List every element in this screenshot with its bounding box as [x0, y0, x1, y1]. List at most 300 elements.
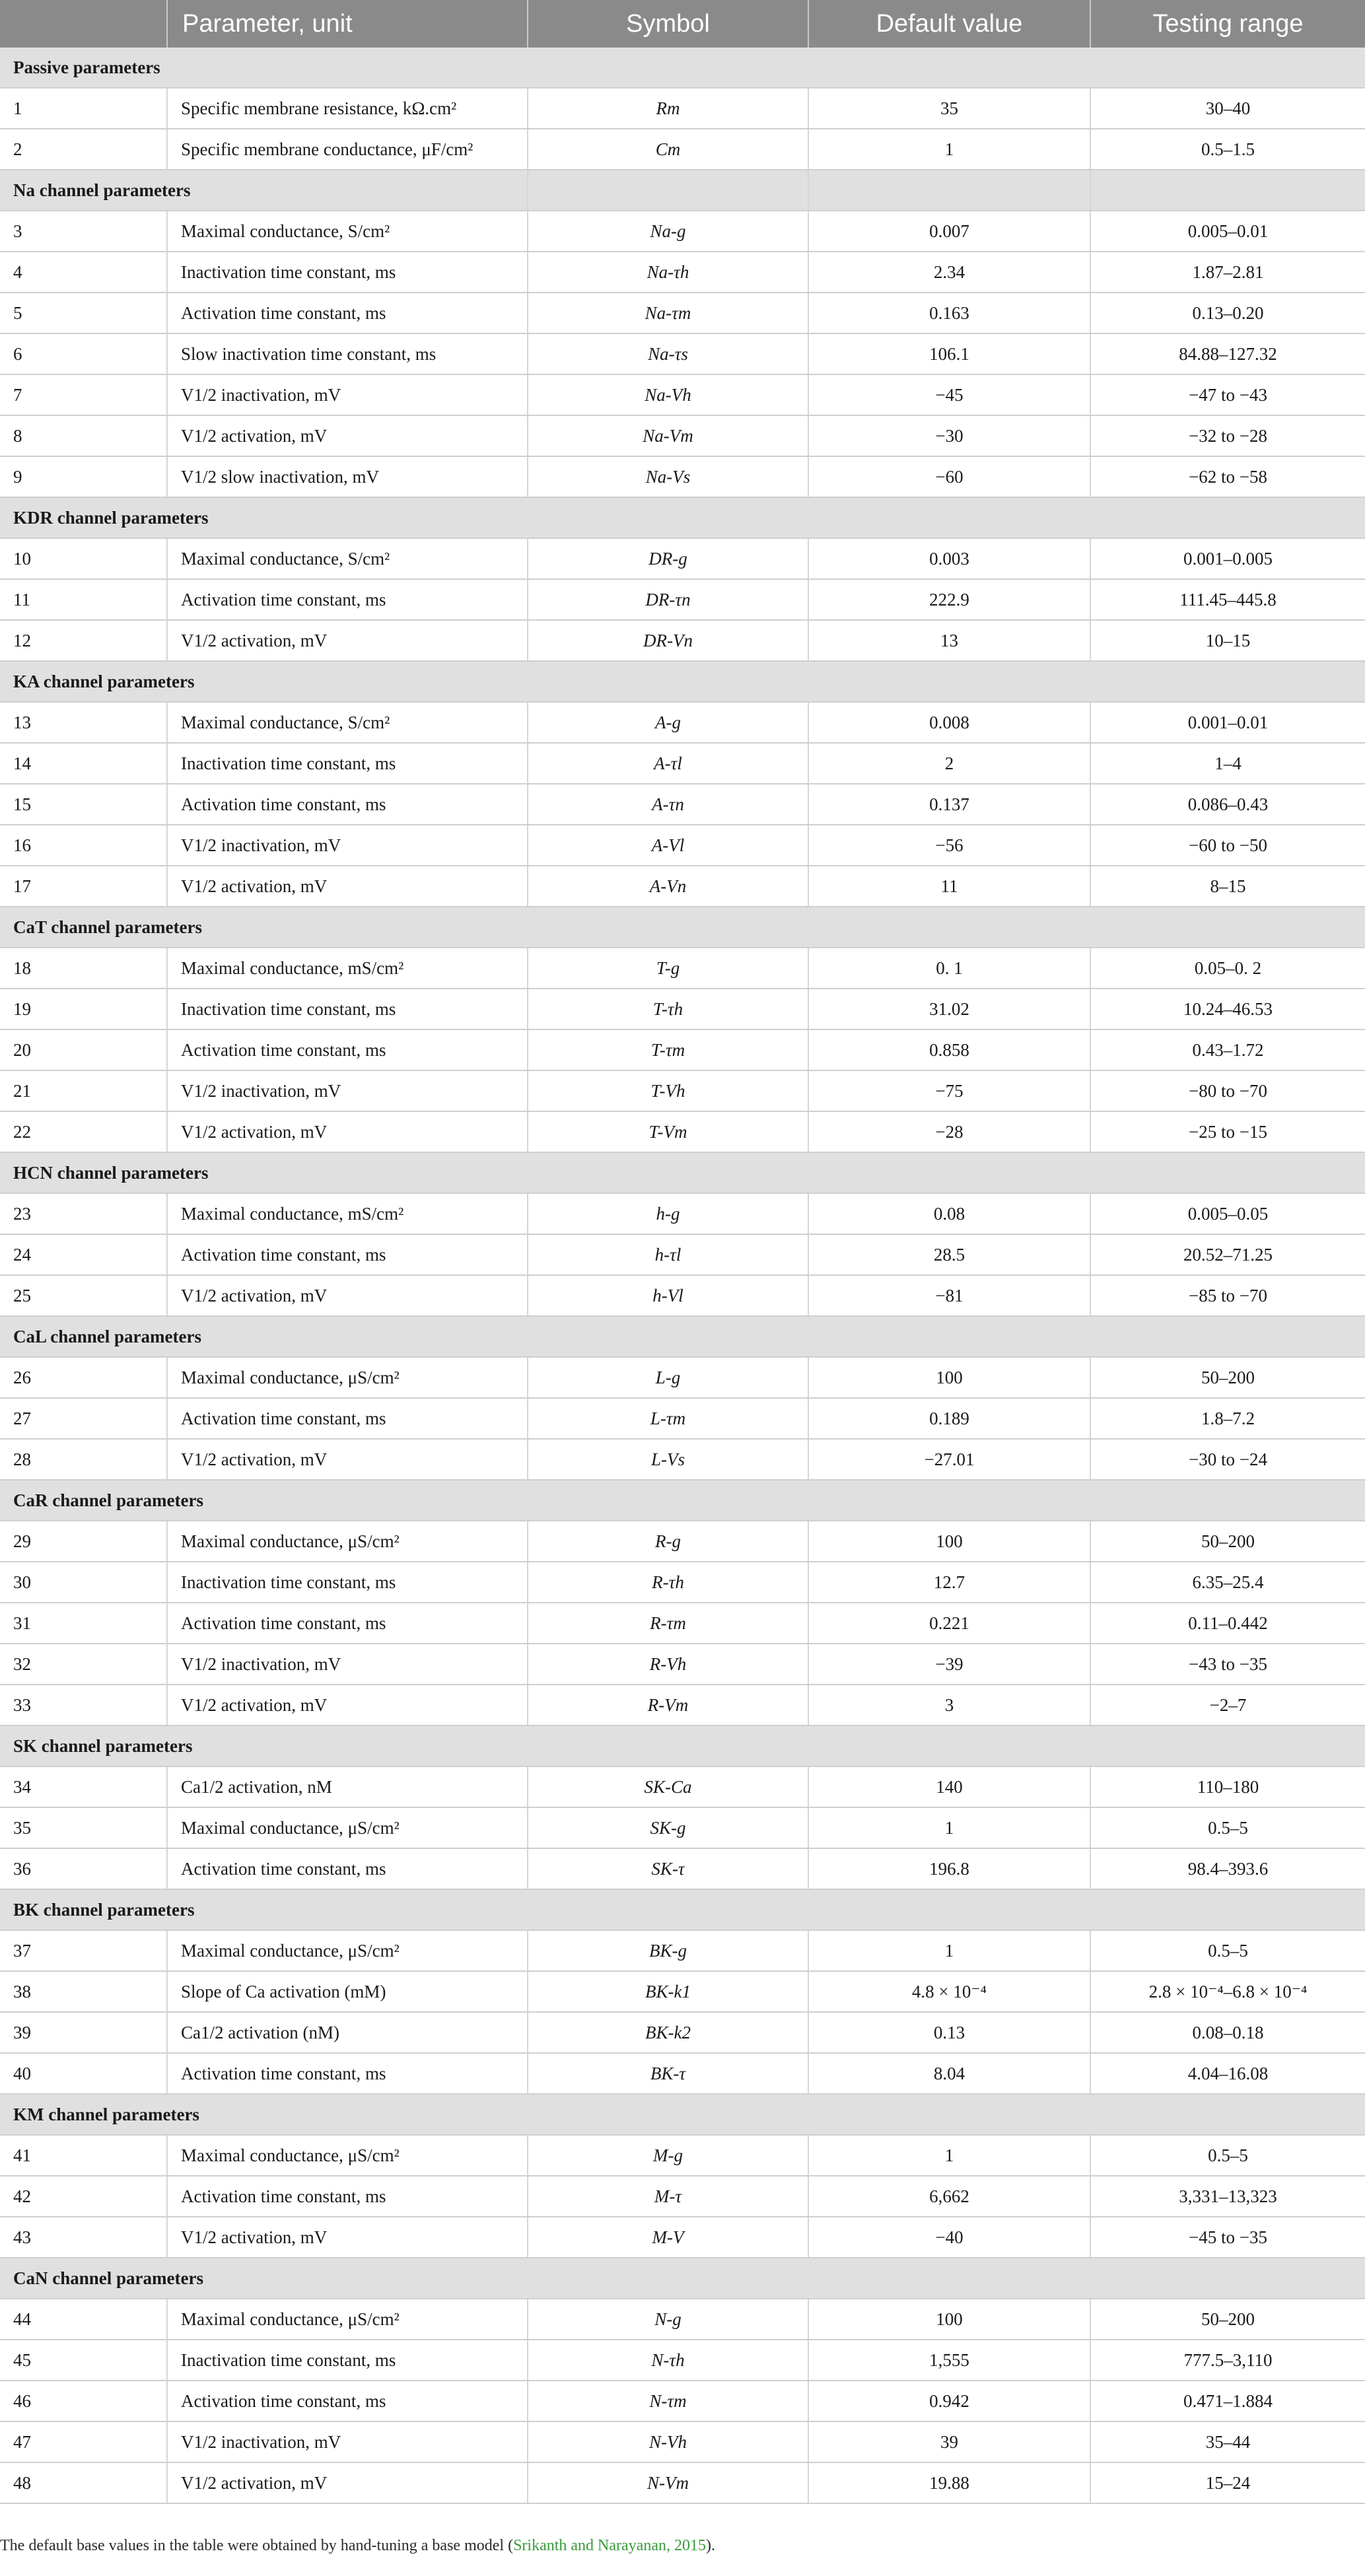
row-testing-range: 111.45–445.8 — [1090, 579, 1365, 620]
table-row — [0, 129, 1365, 170]
row-symbol: R-Vm — [528, 1685, 808, 1725]
table-row — [0, 88, 1365, 129]
table-row — [0, 1644, 1365, 1685]
section-title: KA channel parameters — [0, 661, 1365, 702]
row-default-value: −81 — [808, 1275, 1090, 1316]
row-symbol: DR-g — [528, 538, 808, 579]
row-parameter: Maximal conductance, μS/cm² — [167, 2135, 528, 2176]
table-row — [0, 2217, 1365, 2258]
section-blank-cell — [808, 170, 1090, 211]
row-parameter: V1/2 activation, mV — [167, 620, 528, 661]
row-parameter: Activation time constant, ms — [167, 1848, 528, 1889]
table-row — [0, 1848, 1365, 1889]
row-parameter: Maximal conductance, μS/cm² — [167, 1807, 528, 1848]
row-index: 36 — [0, 1848, 167, 1889]
row-parameter: Maximal conductance, μS/cm² — [167, 2299, 528, 2340]
section-header-row — [0, 1480, 1365, 1521]
row-parameter: Specific membrane conductance, μF/cm² — [167, 129, 528, 170]
row-index: 4 — [0, 252, 167, 293]
row-index: 11 — [0, 579, 167, 620]
row-index: 44 — [0, 2299, 167, 2340]
row-index: 7 — [0, 374, 167, 415]
row-testing-range: 0.471–1.884 — [1090, 2381, 1365, 2421]
table-row — [0, 1603, 1365, 1644]
row-parameter: V1/2 activation, mV — [167, 1111, 528, 1152]
row-symbol: L-Vs — [528, 1439, 808, 1480]
section-header-row — [0, 48, 1365, 88]
row-testing-range: 3,331–13,323 — [1090, 2176, 1365, 2217]
row-symbol: A-g — [528, 702, 808, 743]
row-testing-range: 4.04–16.08 — [1090, 2053, 1365, 2094]
row-index: 20 — [0, 1029, 167, 1070]
table-row — [0, 2421, 1365, 2462]
section-title: HCN channel parameters — [0, 1152, 1365, 1193]
row-symbol: SK-τ — [528, 1848, 808, 1889]
row-index: 2 — [0, 129, 167, 170]
table-row — [0, 1111, 1365, 1152]
row-default-value: 0.13 — [808, 2012, 1090, 2053]
row-default-value: 1 — [808, 1930, 1090, 1971]
row-index: 40 — [0, 2053, 167, 2094]
row-testing-range: 20.52–71.25 — [1090, 1234, 1365, 1275]
row-default-value: 1 — [808, 1807, 1090, 1848]
table-row — [0, 1275, 1365, 1316]
table-row — [0, 415, 1365, 456]
row-index: 30 — [0, 1562, 167, 1603]
table-row — [0, 1521, 1365, 1562]
row-parameter: Maximal conductance, mS/cm² — [167, 948, 528, 989]
row-index: 14 — [0, 743, 167, 784]
row-testing-range: 0.11–0.442 — [1090, 1603, 1365, 1644]
row-default-value: −30 — [808, 415, 1090, 456]
row-testing-range: 2.8 × 10⁻⁴–6.8 × 10⁻⁴ — [1090, 1971, 1365, 2012]
table-body — [0, 48, 1365, 2503]
section-header-row — [0, 497, 1365, 538]
row-testing-range: 0.001–0.005 — [1090, 538, 1365, 579]
table-footnote — [0, 2537, 715, 2555]
row-symbol: M-τ — [528, 2176, 808, 2217]
row-symbol: Na-Vm — [528, 415, 808, 456]
row-index: 26 — [0, 1357, 167, 1398]
row-testing-range: 1–4 — [1090, 743, 1365, 784]
table-row — [0, 1766, 1365, 1807]
row-parameter: V1/2 activation, mV — [167, 1275, 528, 1316]
row-index: 37 — [0, 1930, 167, 1971]
table-row — [0, 1685, 1365, 1725]
section-header-row — [0, 1725, 1365, 1766]
row-symbol: L-g — [528, 1357, 808, 1398]
row-symbol: Na-τm — [528, 293, 808, 333]
footnote-text: The default base values in the table were obtained by hand-tuning a base model ( — [0, 2537, 514, 2554]
table-row — [0, 2381, 1365, 2421]
row-index: 43 — [0, 2217, 167, 2258]
row-symbol: BK-g — [528, 1930, 808, 1971]
row-index: 41 — [0, 2135, 167, 2176]
row-symbol: T-g — [528, 948, 808, 989]
row-symbol: A-τl — [528, 743, 808, 784]
row-symbol: DR-τn — [528, 579, 808, 620]
row-default-value: 35 — [808, 88, 1090, 129]
row-symbol: M-V — [528, 2217, 808, 2258]
row-parameter: V1/2 inactivation, mV — [167, 825, 528, 866]
row-testing-range: −85 to −70 — [1090, 1275, 1365, 1316]
table-row — [0, 1029, 1365, 1070]
table-row — [0, 579, 1365, 620]
row-parameter: Activation time constant, ms — [167, 2381, 528, 2421]
row-testing-range: 0.5–5 — [1090, 1807, 1365, 1848]
row-testing-range: 0.5–5 — [1090, 1930, 1365, 1971]
row-symbol: R-Vh — [528, 1644, 808, 1685]
row-default-value: 100 — [808, 1521, 1090, 1562]
row-index: 12 — [0, 620, 167, 661]
header-testing-range: Testing range — [1090, 0, 1365, 48]
row-testing-range: 8–15 — [1090, 866, 1365, 907]
table-row — [0, 1398, 1365, 1439]
section-title: CaR channel parameters — [0, 1480, 1365, 1521]
section-title: BK channel parameters — [0, 1889, 1365, 1930]
row-testing-range: 15–24 — [1090, 2462, 1365, 2503]
row-index: 24 — [0, 1234, 167, 1275]
row-default-value: 19.88 — [808, 2462, 1090, 2503]
section-header-row — [0, 661, 1365, 702]
row-index: 18 — [0, 948, 167, 989]
row-parameter: Maximal conductance, μS/cm² — [167, 1357, 528, 1398]
row-testing-range: −80 to −70 — [1090, 1070, 1365, 1111]
row-default-value: 0. 1 — [808, 948, 1090, 989]
row-index: 38 — [0, 1971, 167, 2012]
table-row — [0, 620, 1365, 661]
row-parameter: Slope of Ca activation (mM) — [167, 1971, 528, 2012]
row-parameter: Maximal conductance, S/cm² — [167, 211, 528, 252]
table-row — [0, 211, 1365, 252]
row-testing-range: 0.43–1.72 — [1090, 1029, 1365, 1070]
row-testing-range: 1.87–2.81 — [1090, 252, 1365, 293]
row-symbol: T-τh — [528, 989, 808, 1029]
row-symbol: M-g — [528, 2135, 808, 2176]
row-default-value: 12.7 — [808, 1562, 1090, 1603]
row-testing-range: 0.5–1.5 — [1090, 129, 1365, 170]
row-index: 29 — [0, 1521, 167, 1562]
row-testing-range: 0.086–0.43 — [1090, 784, 1365, 825]
row-parameter: V1/2 activation, mV — [167, 1439, 528, 1480]
row-testing-range: −60 to −50 — [1090, 825, 1365, 866]
row-parameter: Maximal conductance, μS/cm² — [167, 1930, 528, 1971]
table-row — [0, 948, 1365, 989]
row-default-value: 0.003 — [808, 538, 1090, 579]
section-header-row — [0, 2258, 1365, 2299]
row-default-value: 0.163 — [808, 293, 1090, 333]
row-default-value: 140 — [808, 1766, 1090, 1807]
section-blank-cell — [1090, 170, 1365, 211]
section-header-row — [0, 1889, 1365, 1930]
row-index: 22 — [0, 1111, 167, 1152]
footnote-citation-link[interactable]: Srikanth and Narayanan, 2015 — [513, 2537, 706, 2554]
table-row — [0, 1357, 1365, 1398]
row-default-value: 4.8 × 10⁻⁴ — [808, 1971, 1090, 2012]
row-symbol: Cm — [528, 129, 808, 170]
row-default-value: 13 — [808, 620, 1090, 661]
row-default-value: 3 — [808, 1685, 1090, 1725]
row-index: 45 — [0, 2340, 167, 2381]
section-title: CaL channel parameters — [0, 1316, 1365, 1357]
row-testing-range: 0.08–0.18 — [1090, 2012, 1365, 2053]
row-parameter: Activation time constant, ms — [167, 1234, 528, 1275]
row-default-value: 0.007 — [808, 211, 1090, 252]
row-symbol: R-τm — [528, 1603, 808, 1644]
row-index: 1 — [0, 88, 167, 129]
section-title: CaT channel parameters — [0, 907, 1365, 948]
row-testing-range: 777.5–3,110 — [1090, 2340, 1365, 2381]
row-testing-range: 35–44 — [1090, 2421, 1365, 2462]
table-row — [0, 2012, 1365, 2053]
row-index: 33 — [0, 1685, 167, 1725]
table-row — [0, 2299, 1365, 2340]
header-parameter: Parameter, unit — [167, 0, 528, 48]
table-row — [0, 293, 1365, 333]
row-symbol: L-τm — [528, 1398, 808, 1439]
row-symbol: h-g — [528, 1193, 808, 1234]
header-default-value: Default value — [808, 0, 1090, 48]
table-row — [0, 1971, 1365, 2012]
table-row — [0, 374, 1365, 415]
row-index: 21 — [0, 1070, 167, 1111]
row-testing-range: −62 to −58 — [1090, 456, 1365, 497]
table-row — [0, 1807, 1365, 1848]
row-symbol: Na-τs — [528, 333, 808, 374]
section-title: Na channel parameters — [0, 170, 528, 211]
row-parameter: Activation time constant, ms — [167, 1398, 528, 1439]
row-index: 47 — [0, 2421, 167, 2462]
row-symbol: BK-k2 — [528, 2012, 808, 2053]
row-testing-range: 0.005–0.05 — [1090, 1193, 1365, 1234]
section-title: KM channel parameters — [0, 2094, 1365, 2135]
row-symbol: h-Vl — [528, 1275, 808, 1316]
row-parameter: V1/2 activation, mV — [167, 1685, 528, 1725]
row-parameter: Slow inactivation time constant, ms — [167, 333, 528, 374]
row-parameter: Inactivation time constant, ms — [167, 1562, 528, 1603]
row-default-value: 39 — [808, 2421, 1090, 2462]
row-default-value: 100 — [808, 1357, 1090, 1398]
row-default-value: 6,662 — [808, 2176, 1090, 2217]
row-default-value: 28.5 — [808, 1234, 1090, 1275]
row-parameter: Activation time constant, ms — [167, 2176, 528, 2217]
row-testing-range: 0.001–0.01 — [1090, 702, 1365, 743]
table-header-row — [0, 0, 1365, 48]
row-parameter: V1/2 slow inactivation, mV — [167, 456, 528, 497]
row-default-value: 0.942 — [808, 2381, 1090, 2421]
row-parameter: V1/2 inactivation, mV — [167, 1070, 528, 1111]
table-row — [0, 743, 1365, 784]
section-title: SK channel parameters — [0, 1725, 1365, 1766]
row-default-value: 100 — [808, 2299, 1090, 2340]
row-symbol: T-τm — [528, 1029, 808, 1070]
row-default-value: −39 — [808, 1644, 1090, 1685]
table-row — [0, 456, 1365, 497]
row-symbol: DR-Vn — [528, 620, 808, 661]
row-default-value: −56 — [808, 825, 1090, 866]
row-symbol: T-Vm — [528, 1111, 808, 1152]
row-index: 46 — [0, 2381, 167, 2421]
row-symbol: N-Vh — [528, 2421, 808, 2462]
row-symbol: Na-Vs — [528, 456, 808, 497]
table-row — [0, 1562, 1365, 1603]
row-default-value: −75 — [808, 1070, 1090, 1111]
table-row — [0, 333, 1365, 374]
row-default-value: 11 — [808, 866, 1090, 907]
table-row — [0, 2176, 1365, 2217]
table-row — [0, 989, 1365, 1029]
row-parameter: Activation time constant, ms — [167, 2053, 528, 2094]
row-parameter: V1/2 activation, mV — [167, 2462, 528, 2503]
row-index: 35 — [0, 1807, 167, 1848]
row-testing-range: 1.8–7.2 — [1090, 1398, 1365, 1439]
row-index: 15 — [0, 784, 167, 825]
row-testing-range: 84.88–127.32 — [1090, 333, 1365, 374]
section-title: Passive parameters — [0, 48, 1365, 88]
row-testing-range: 10–15 — [1090, 620, 1365, 661]
row-parameter: Activation time constant, ms — [167, 784, 528, 825]
row-symbol: A-τn — [528, 784, 808, 825]
row-parameter: Activation time constant, ms — [167, 579, 528, 620]
table-row — [0, 2462, 1365, 2503]
row-testing-range: 30–40 — [1090, 88, 1365, 129]
row-index: 6 — [0, 333, 167, 374]
row-symbol: Na-τh — [528, 252, 808, 293]
row-symbol: N-τh — [528, 2340, 808, 2381]
row-index: 8 — [0, 415, 167, 456]
row-parameter: V1/2 inactivation, mV — [167, 374, 528, 415]
table-row — [0, 1193, 1365, 1234]
row-index: 23 — [0, 1193, 167, 1234]
row-symbol: SK-g — [528, 1807, 808, 1848]
section-title: CaN channel parameters — [0, 2258, 1365, 2299]
table-row — [0, 1070, 1365, 1111]
row-testing-range: 10.24–46.53 — [1090, 989, 1365, 1029]
header-index — [0, 0, 167, 48]
row-index: 13 — [0, 702, 167, 743]
header-symbol: Symbol — [528, 0, 808, 48]
row-index: 48 — [0, 2462, 167, 2503]
row-testing-range: −45 to −35 — [1090, 2217, 1365, 2258]
row-parameter: Activation time constant, ms — [167, 1029, 528, 1070]
row-testing-range: 0.13–0.20 — [1090, 293, 1365, 333]
row-parameter: V1/2 activation, mV — [167, 415, 528, 456]
row-index: 3 — [0, 211, 167, 252]
row-default-value: 106.1 — [808, 333, 1090, 374]
row-index: 16 — [0, 825, 167, 866]
table-row — [0, 784, 1365, 825]
table-row — [0, 702, 1365, 743]
row-default-value: 1 — [808, 129, 1090, 170]
row-index: 19 — [0, 989, 167, 1029]
row-parameter: Specific membrane resistance, kΩ.cm² — [167, 88, 528, 129]
row-parameter: Maximal conductance, mS/cm² — [167, 1193, 528, 1234]
row-index: 25 — [0, 1275, 167, 1316]
row-default-value: −28 — [808, 1111, 1090, 1152]
row-index: 5 — [0, 293, 167, 333]
row-parameter: Inactivation time constant, ms — [167, 989, 528, 1029]
row-symbol: BK-k1 — [528, 1971, 808, 2012]
row-symbol: BK-τ — [528, 2053, 808, 2094]
table-row — [0, 2135, 1365, 2176]
row-symbol: A-Vl — [528, 825, 808, 866]
row-index: 32 — [0, 1644, 167, 1685]
row-index: 10 — [0, 538, 167, 579]
row-parameter: Inactivation time constant, ms — [167, 2340, 528, 2381]
row-testing-range: 0.005–0.01 — [1090, 211, 1365, 252]
row-testing-range: −25 to −15 — [1090, 1111, 1365, 1152]
section-header-row — [0, 1316, 1365, 1357]
row-default-value: 0.137 — [808, 784, 1090, 825]
row-testing-range: 0.5–5 — [1090, 2135, 1365, 2176]
section-title: KDR channel parameters — [0, 497, 1365, 538]
row-symbol: Na-Vh — [528, 374, 808, 415]
row-symbol: Na-g — [528, 211, 808, 252]
table-row — [0, 2340, 1365, 2381]
row-default-value: 8.04 — [808, 2053, 1090, 2094]
row-testing-range: 6.35–25.4 — [1090, 1562, 1365, 1603]
table-row — [0, 1234, 1365, 1275]
row-parameter: Maximal conductance, S/cm² — [167, 702, 528, 743]
row-testing-range: 98.4–393.6 — [1090, 1848, 1365, 1889]
row-testing-range: 50–200 — [1090, 2299, 1365, 2340]
row-index: 9 — [0, 456, 167, 497]
row-testing-range: 110–180 — [1090, 1766, 1365, 1807]
row-default-value: −40 — [808, 2217, 1090, 2258]
table-row — [0, 1930, 1365, 1971]
row-symbol: T-Vh — [528, 1070, 808, 1111]
row-default-value: 0.858 — [808, 1029, 1090, 1070]
row-default-value: −45 — [808, 374, 1090, 415]
row-parameter: Ca1/2 activation (nM) — [167, 2012, 528, 2053]
row-parameter: V1/2 activation, mV — [167, 866, 528, 907]
row-index: 17 — [0, 866, 167, 907]
row-testing-range: −47 to −43 — [1090, 374, 1365, 415]
row-parameter: Inactivation time constant, ms — [167, 252, 528, 293]
row-parameter: V1/2 inactivation, mV — [167, 2421, 528, 2462]
row-testing-range: −2–7 — [1090, 1685, 1365, 1725]
row-parameter: V1/2 activation, mV — [167, 2217, 528, 2258]
row-index: 42 — [0, 2176, 167, 2217]
row-default-value: 0.008 — [808, 702, 1090, 743]
footnote-end: ). — [705, 2537, 715, 2554]
row-symbol: h-τl — [528, 1234, 808, 1275]
row-parameter: V1/2 inactivation, mV — [167, 1644, 528, 1685]
row-index: 34 — [0, 1766, 167, 1807]
row-default-value: 1,555 — [808, 2340, 1090, 2381]
section-header-row — [0, 170, 1365, 211]
row-testing-range: −43 to −35 — [1090, 1644, 1365, 1685]
row-symbol: SK-Ca — [528, 1766, 808, 1807]
row-default-value: 0.08 — [808, 1193, 1090, 1234]
row-index: 31 — [0, 1603, 167, 1644]
table-row — [0, 2053, 1365, 2094]
section-header-row — [0, 1152, 1365, 1193]
row-default-value: −27.01 — [808, 1439, 1090, 1480]
row-symbol: A-Vn — [528, 866, 808, 907]
row-default-value: 31.02 — [808, 989, 1090, 1029]
row-testing-range: 0.05–0. 2 — [1090, 948, 1365, 989]
table-row — [0, 825, 1365, 866]
row-symbol: R-g — [528, 1521, 808, 1562]
section-header-row — [0, 907, 1365, 948]
row-symbol: N-Vm — [528, 2462, 808, 2503]
row-testing-range: 50–200 — [1090, 1521, 1365, 1562]
section-header-row — [0, 2094, 1365, 2135]
row-parameter: Activation time constant, ms — [167, 293, 528, 333]
row-parameter: Activation time constant, ms — [167, 1603, 528, 1644]
row-index: 27 — [0, 1398, 167, 1439]
